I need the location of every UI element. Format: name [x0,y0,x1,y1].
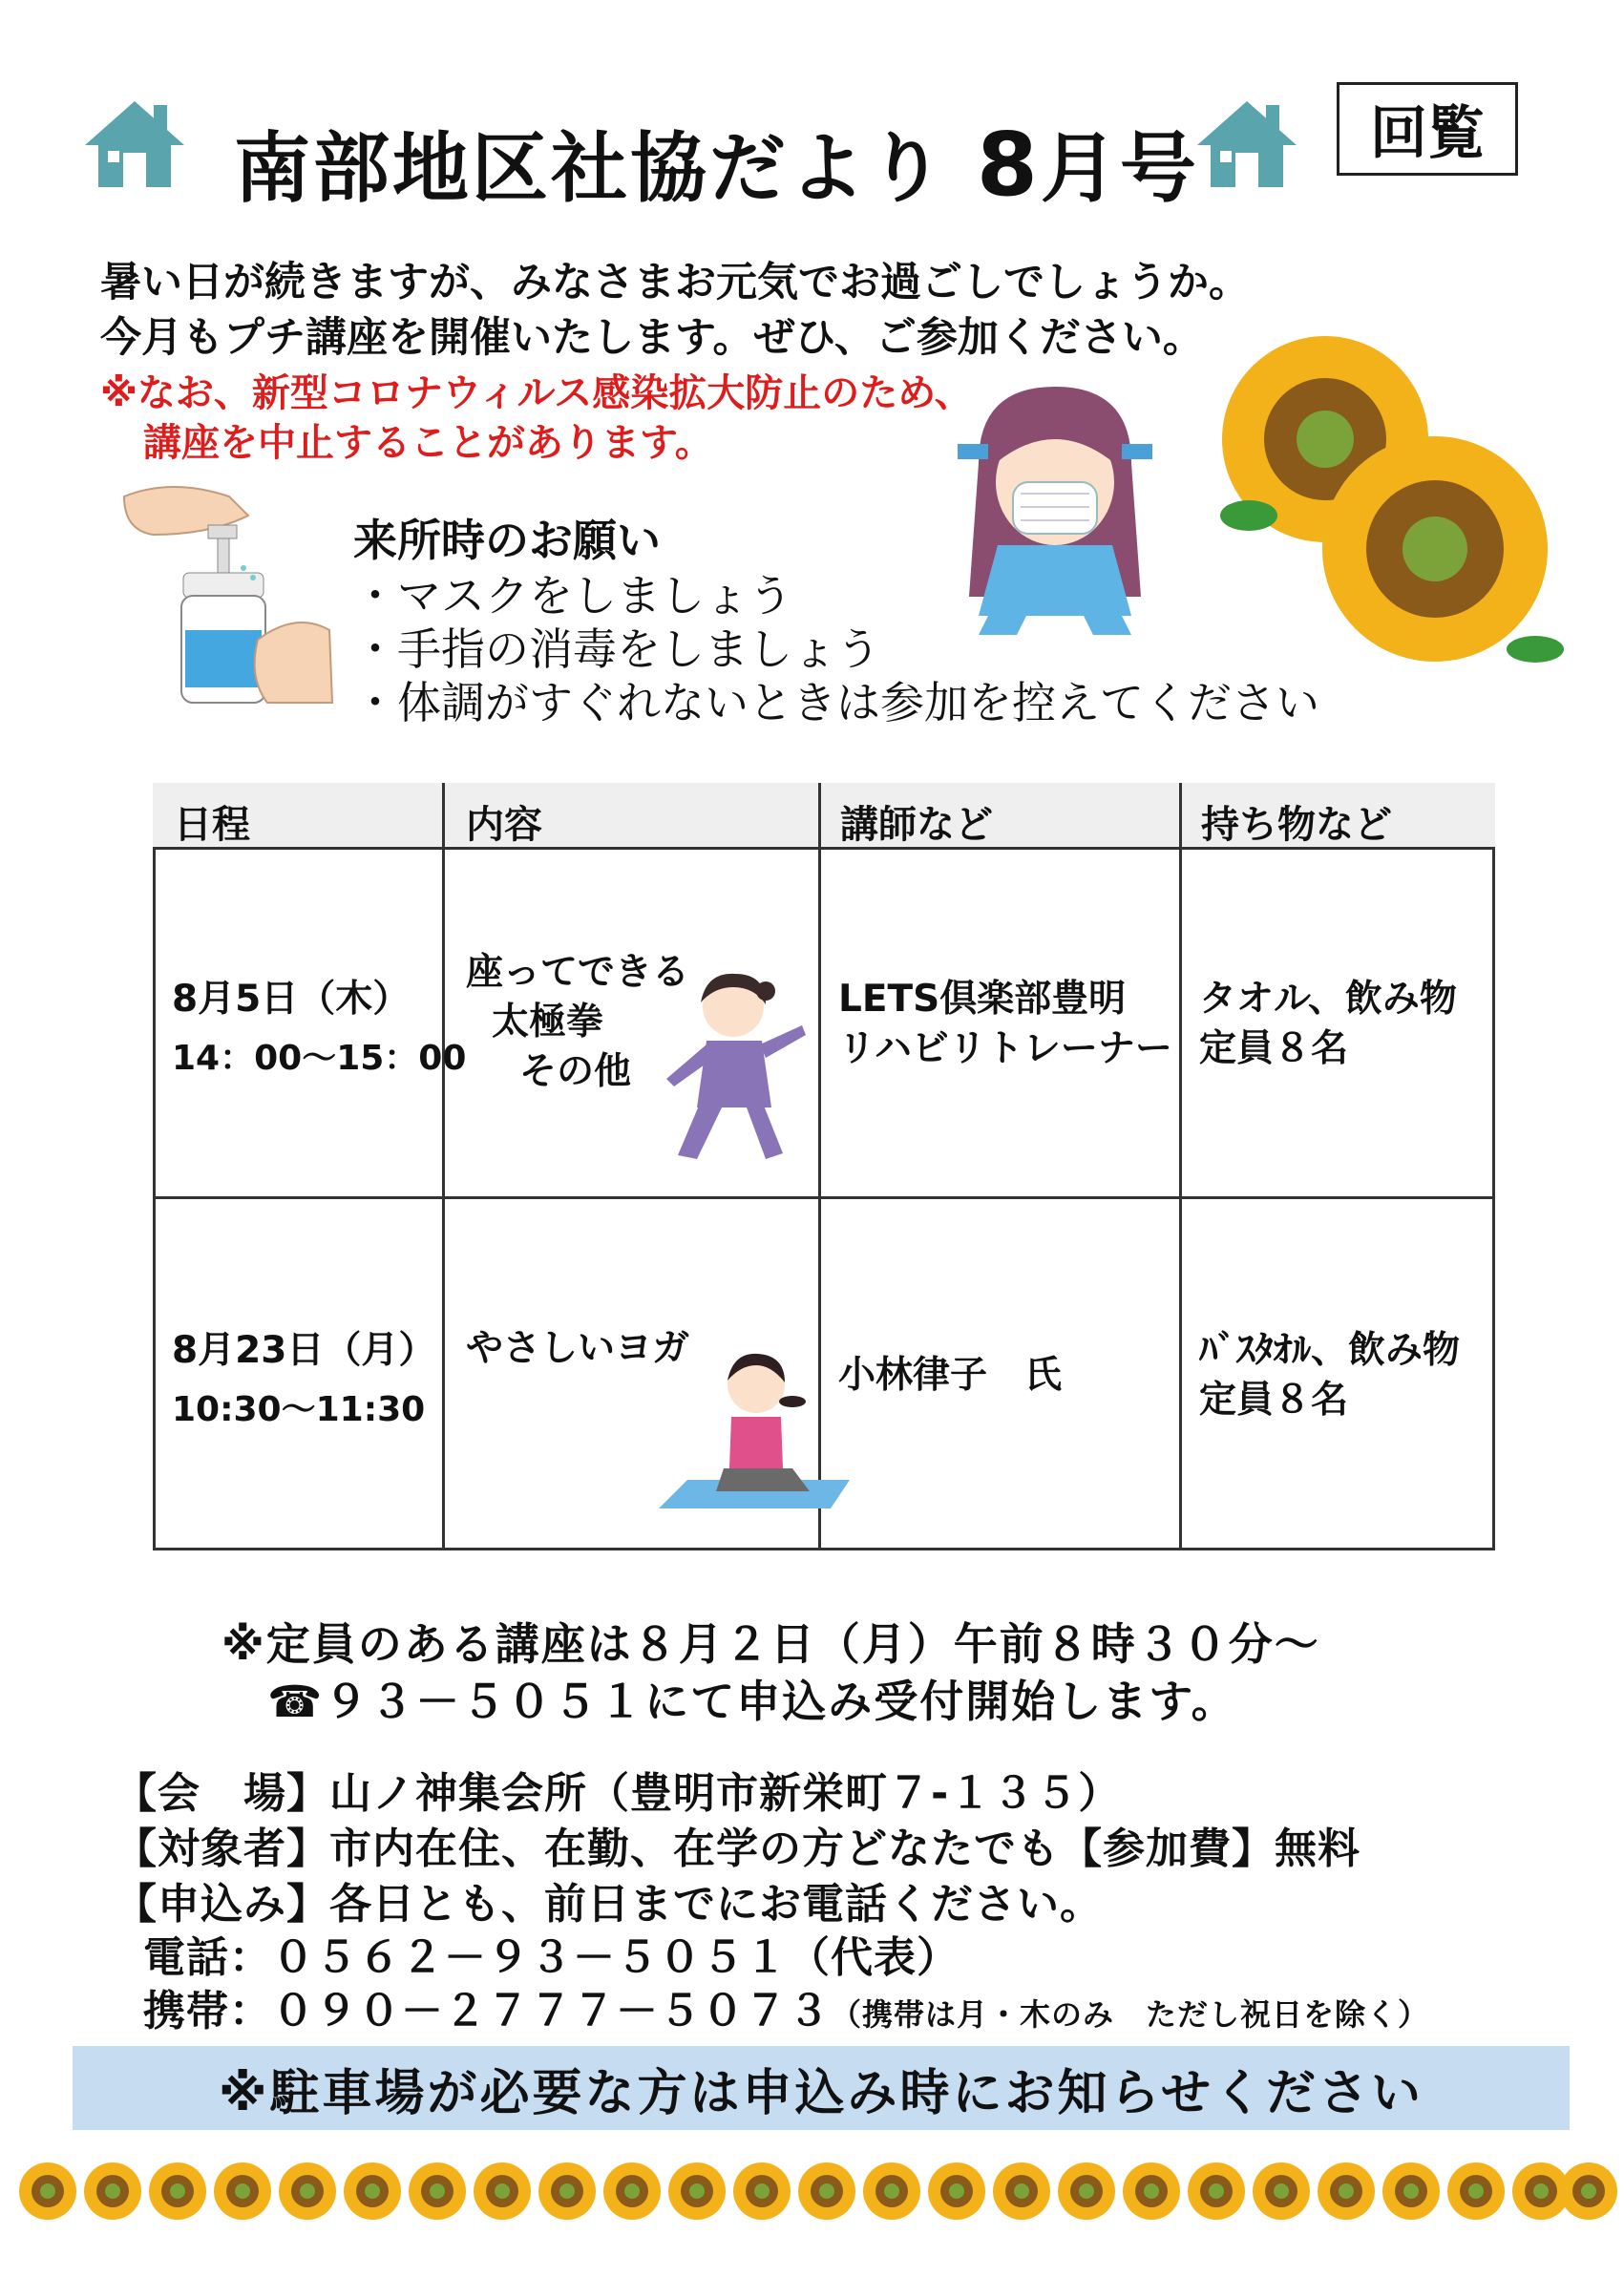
row1-instructor-1: LETS倶楽部豊明 [838,978,1127,1021]
request-title: 来所時のお願い [353,515,661,566]
info-mobile-number: 携帯：０９０－２７７７－５０７３ [143,1987,831,2035]
row2-time: 10:30～11:30 [172,1390,426,1429]
th-instructor: 講師など [840,803,993,847]
row1-instructor-2: リハビリトレーナー [838,1027,1172,1070]
page-title: 南部地区社協だより 8月号 [234,114,1199,216]
table-divider [1179,783,1182,1550]
application-note-2: ☎９３－５０５１にて申込み受付開始します。 [267,1676,1237,1727]
row1-content-3: その他 [519,1050,632,1093]
notice-line-1: ※なお、新型コロナウィルス感染拡大防止のため、 [100,371,973,415]
intro-line-1: 暑い日が続きますが、みなさまお元気でお過ごしでしょうか。 [100,259,1250,306]
row2-date: 8月23日（月） [172,1329,436,1372]
info-apply: 【申込み】各日とも、前日までにお電話ください。 [115,1880,1103,1929]
tai-chi-illustration [659,964,812,1165]
house-icon-left [81,95,188,191]
intro-line-2: 今月もプチ講座を開催いたします。ぜひ、ご参加ください。 [100,314,1204,362]
sanitizer-illustration [115,477,334,707]
table-divider [153,1196,1495,1199]
application-note-1: ※定員のある講座は８月２日（月）午前８時３０分～ [221,1618,1320,1670]
th-date: 日程 [174,803,250,847]
row1-date: 8月5日（木） [172,978,411,1021]
circulate-stamp: 回覧 [1337,82,1518,176]
row1-items-1: タオル、飲み物 [1199,978,1457,1021]
row1-time: 14：00～15：00 [172,1039,467,1078]
info-mobile [143,1976,1429,2037]
table-divider [442,783,445,1550]
request-item-disinfect: ・手指の消毒をしましょう [353,623,880,675]
row2-items-1: ﾊﾞｽﾀｵﾙ、飲み物 [1199,1329,1461,1372]
th-items: 持ち物など [1201,803,1392,847]
request-item-mask: ・マスクをしましょう [353,570,792,622]
row1-content-2: 太極拳 [492,1001,604,1044]
yoga-illustration [649,1346,859,1518]
info-target: 【対象者】市内在住、在勤、在学の方どなたでも【参加費】無料 [115,1825,1360,1873]
th-content: 内容 [466,803,542,847]
row1-items-2: 定員８名 [1199,1027,1349,1070]
row2-items-2: 定員８名 [1199,1379,1349,1422]
sunflower-border [13,2160,1617,2223]
notice-line-2: 講座を中止することがあります。 [143,421,713,465]
masked-girl-illustration [950,377,1160,644]
row2-content-1: やさしいヨガ [466,1327,690,1370]
house-icon-right [1193,95,1300,191]
sunflowers-illustration [1211,334,1573,668]
info-mobile-note: （携帯は月・木のみ ただし祝日を除く） [831,1996,1430,2033]
info-venue: 【会 場】山ノ神集会所（豊明市新栄町７-１３５） [115,1769,1122,1818]
row1-content-1: 座ってできる [466,951,690,994]
parking-banner: ※駐車場が必要な方は申込み時にお知らせください [73,2046,1570,2130]
row2-instructor-1: 小林律子 氏 [838,1354,1063,1397]
info-phone: 電話：０５６２－９３－５０５１（代表） [143,1933,960,1982]
request-item-health: ・体調がすぐれないときは参加を控えてください [353,677,1319,728]
